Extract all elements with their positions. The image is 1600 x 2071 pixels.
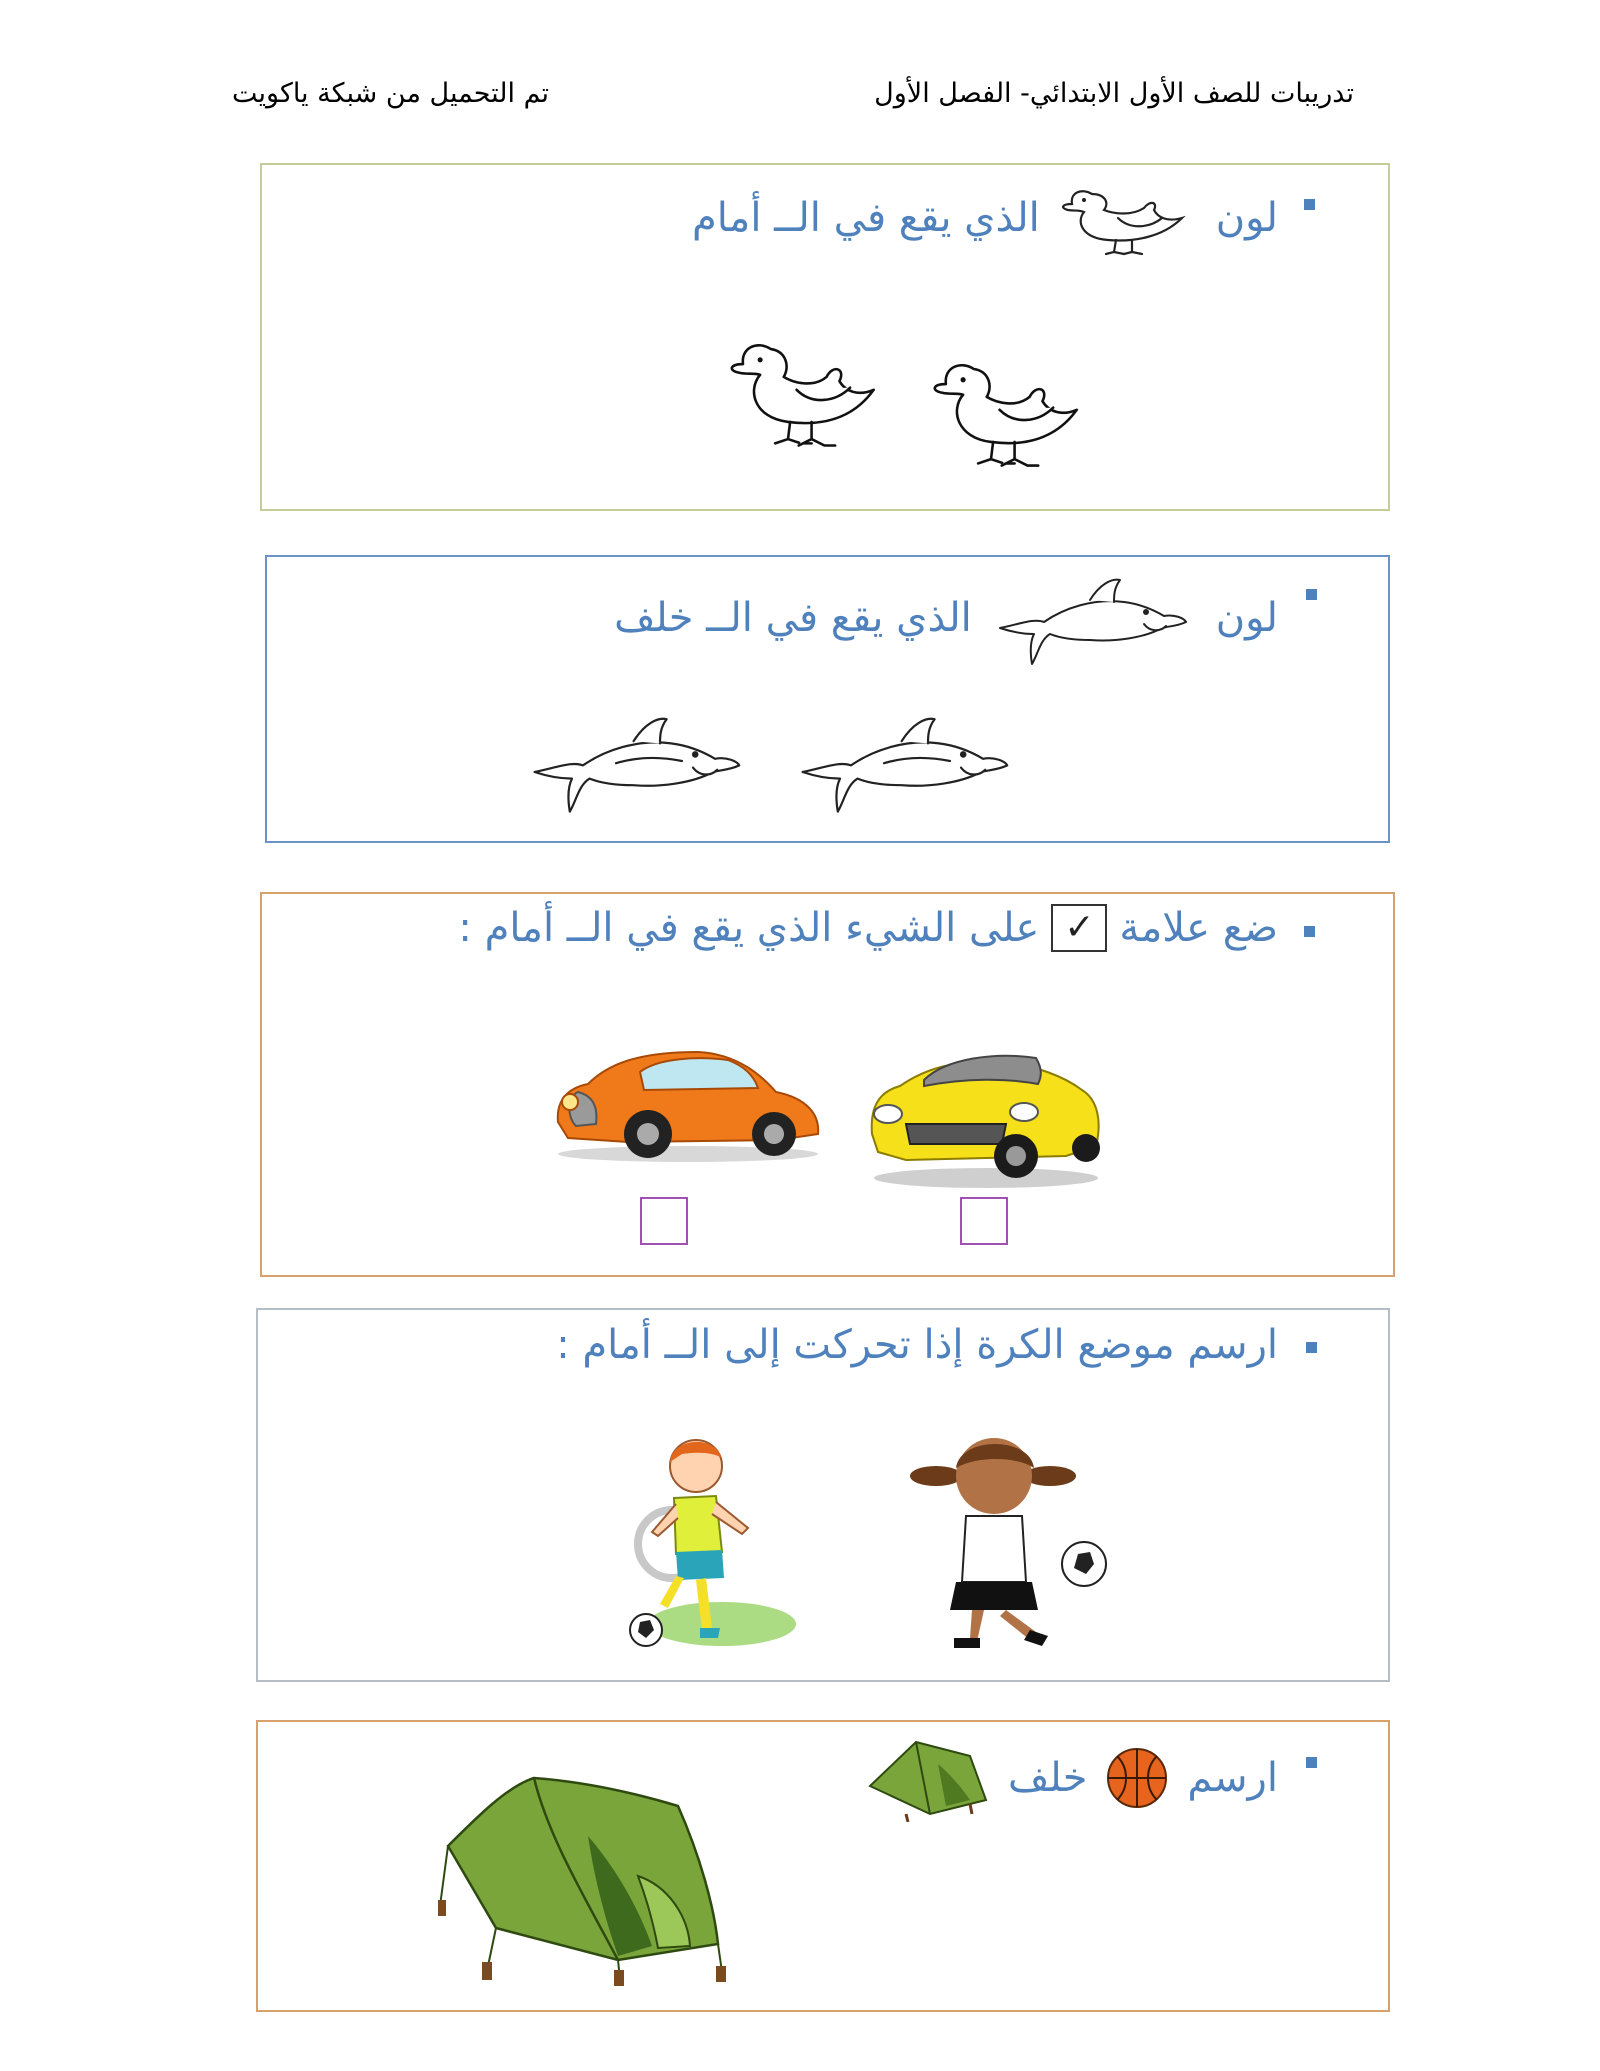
bullet-3 [1304, 926, 1315, 937]
bullet-2 [1306, 589, 1317, 600]
header-source: تم التحميل من شبكة ياكويت [232, 78, 550, 109]
question-5-word2: خلف [1008, 1755, 1088, 1801]
orange-car-image [548, 1036, 824, 1164]
header-title: تدريبات للصف الأول الابتدائي- الفصل الأول [874, 78, 1354, 109]
question-2 [614, 568, 1278, 668]
yellow-car-image [866, 1028, 1102, 1190]
question-2-rest: الذي يقع في الــ خلف [614, 595, 972, 641]
question-4 [556, 1322, 1278, 1368]
shark-icon [994, 568, 1194, 668]
shark-left-image [520, 706, 756, 816]
bullet-4 [1306, 1342, 1317, 1353]
question-5 [848, 1734, 1278, 1822]
question-3 [458, 904, 1278, 952]
question-1-verb: لون [1215, 195, 1278, 241]
tent-icon [866, 1734, 990, 1822]
question-1-rest: الذي يقع في الــ أمام [691, 195, 1040, 241]
checkbox-yellow-car[interactable] [960, 1197, 1008, 1245]
question-3-part1: ضع علامة [1119, 905, 1278, 951]
girl-soccer-image [906, 1432, 1118, 1654]
duck-icon [1058, 178, 1198, 258]
tent-image [438, 1766, 728, 1986]
checkbox-orange-car[interactable] [640, 1197, 688, 1245]
shark-right-image [782, 706, 1030, 816]
question-1 [692, 178, 1278, 258]
question-3-rest: على الشيء الذي يقع في الــ أمام : [458, 905, 1040, 951]
duck-left-image [728, 334, 878, 452]
bullet-5 [1306, 1757, 1317, 1768]
basketball-icon [1105, 1746, 1169, 1810]
question-2-verb: لون [1215, 595, 1278, 641]
check-icon: ✓ [1064, 907, 1095, 948]
question-5-verb: ارسم [1187, 1755, 1278, 1801]
question-4-text: ارسم موضع الكرة إذا تحركت إلى الــ أمام : [556, 1322, 1278, 1368]
tick-sample-box [1051, 904, 1107, 952]
bullet-1 [1304, 199, 1315, 210]
duck-right-image [930, 354, 1082, 472]
boy-soccer-image [612, 1432, 796, 1658]
